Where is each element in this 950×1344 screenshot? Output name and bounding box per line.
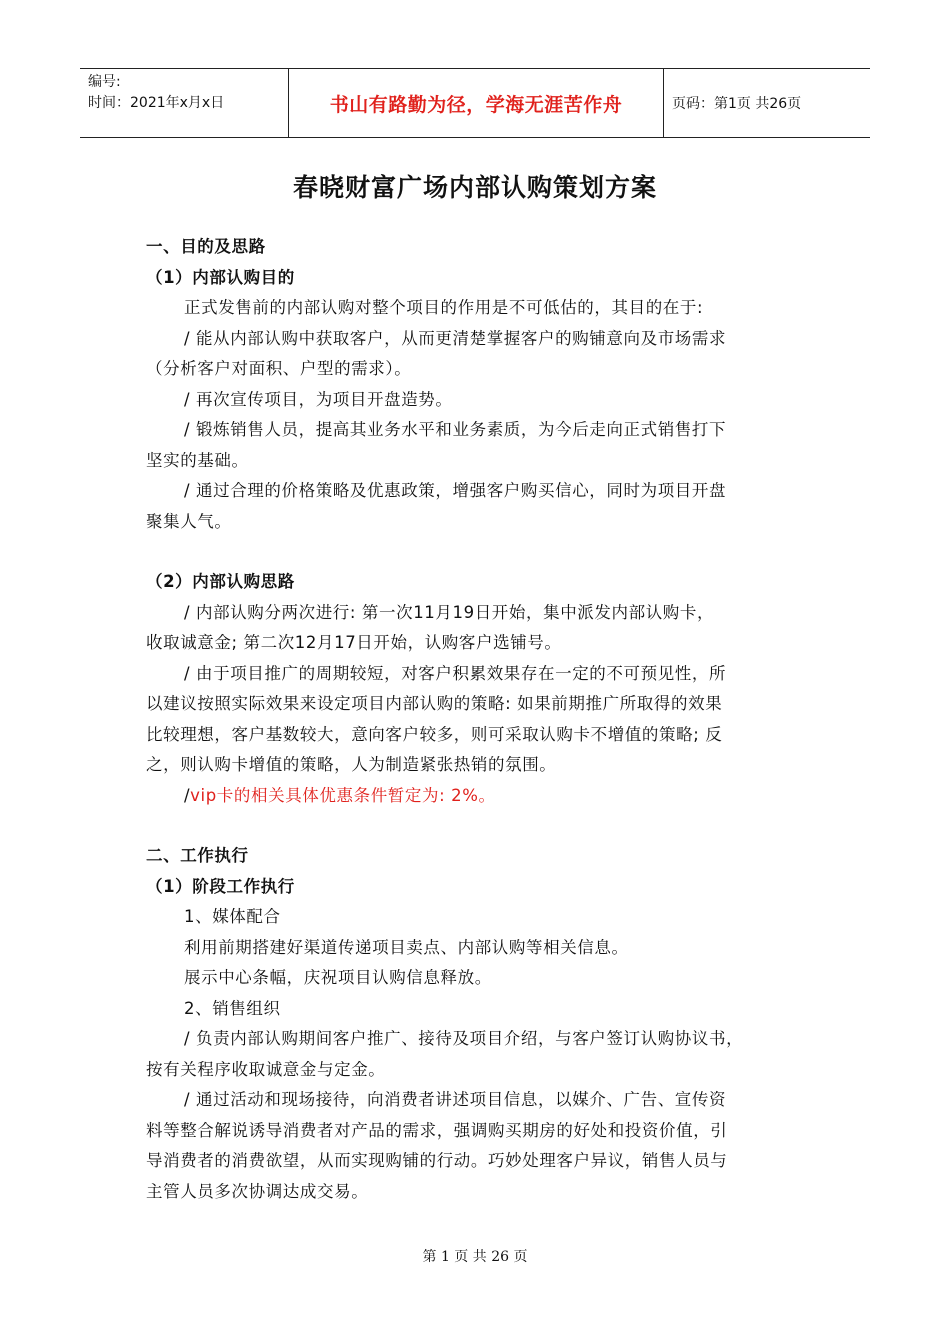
paragraph: 利用前期搭建好渠道传递项目卖点、内部认购等相关信息。 xyxy=(184,937,629,957)
header-motto: 书山有路勤为径，学海无涯苦作舟 xyxy=(289,69,664,137)
paragraph: 正式发售前的内部认购对整个项目的作用是不可低估的，其目的在于: xyxy=(184,298,704,317)
subsection-heading: （1）内部认购目的 xyxy=(146,267,295,287)
paragraph: / 由于项目推广的周期较短，对客户积累效果存在一定的不可预见性，所 xyxy=(184,663,727,683)
paragraph: / 锻炼销售人员，提高其业务水平和业务素质，为今后走向正式销售打下 xyxy=(184,420,727,439)
document-body xyxy=(146,232,812,1207)
list-item: 1、媒体配合 xyxy=(184,907,281,926)
header-page-info: 页码：第1页 共26页 xyxy=(672,96,802,112)
spacer xyxy=(146,537,812,567)
paragraph-continued: 主管人员多次协调达成交易。 xyxy=(146,1181,369,1201)
paragraph: 展示中心条幅，庆祝项目认购信息释放。 xyxy=(184,968,492,987)
paragraph-continued: 料等整合解说诱导消费者对产品的需求，强调购买期房的好处和投资价值，引 xyxy=(146,1120,728,1140)
document-title: 春晓财富广场内部认购策划方案 xyxy=(292,173,657,202)
header-meta xyxy=(80,69,289,137)
page-footer: 第 1 页 共 26 页 xyxy=(422,1249,528,1265)
document-time: 时间：2021年x月x日 xyxy=(88,95,225,111)
bullet-slash: / xyxy=(184,785,191,805)
paragraph-continued: 按有关程序收取诚意金与定金。 xyxy=(146,1059,386,1079)
paragraph-continued: （分析客户对面积、户型的需求）。 xyxy=(146,359,412,378)
paragraph-continued: 聚集人气。 xyxy=(146,511,232,531)
vip-discount-text: vip卡的相关具体优惠条件暂定为: 2%。 xyxy=(190,785,496,805)
paragraph-continued: 以建议按照实际效果来设定项目内部认购的策略: 如果前期推广所取得的效果 xyxy=(146,694,723,713)
paragraph-continued: 收取诚意金; 第二次12月17日开始，认购客户选铺号。 xyxy=(146,633,562,652)
paragraph: / 通过合理的价格策略及优惠政策，增强客户购买信心，同时为项目开盘 xyxy=(184,481,727,500)
paragraph-continued: 比较理想，客户基数较大，意向客户较多，则可采取认购卡不增值的策略; 反 xyxy=(146,724,723,744)
paragraph-continued: 之，则认购卡增值的策略，人为制造紧张热销的氛围。 xyxy=(146,755,557,774)
paragraph: / 再次宣传项目，为项目开盘造势。 xyxy=(184,389,453,409)
list-item: 2、销售组织 xyxy=(184,998,281,1018)
subsection-heading: （2）内部认购思路 xyxy=(146,572,295,591)
document-number-label: 编号: xyxy=(88,74,121,90)
page-header xyxy=(80,68,870,138)
paragraph: / 内部认购分两次进行: 第一次11月19日开始，集中派发内部认购卡， xyxy=(184,602,715,622)
spacer xyxy=(146,811,812,841)
paragraph-continued: 导消费者的消费欲望，从而实现购铺的行动。巧妙处理客户异议，销售人员与 xyxy=(146,1151,728,1170)
subsection-heading: （1）阶段工作执行 xyxy=(146,876,295,896)
section-heading: 二、工作执行 xyxy=(146,846,249,865)
section-heading: 一、目的及思路 xyxy=(146,237,266,256)
vip-discount-paragraph xyxy=(146,781,812,812)
paragraph: / 通过活动和现场接待，向消费者讲述项目信息，以媒介、广告、宣传资 xyxy=(184,1090,727,1109)
paragraph: / 负责内部认购期间客户推广、接待及项目介绍，与客户签订认购协议书， xyxy=(184,1029,744,1048)
paragraph-continued: 坚实的基础。 xyxy=(146,450,249,470)
paragraph: / 能从内部认购中获取客户，从而更清楚掌握客户的购铺意向及市场需求 xyxy=(184,328,727,348)
